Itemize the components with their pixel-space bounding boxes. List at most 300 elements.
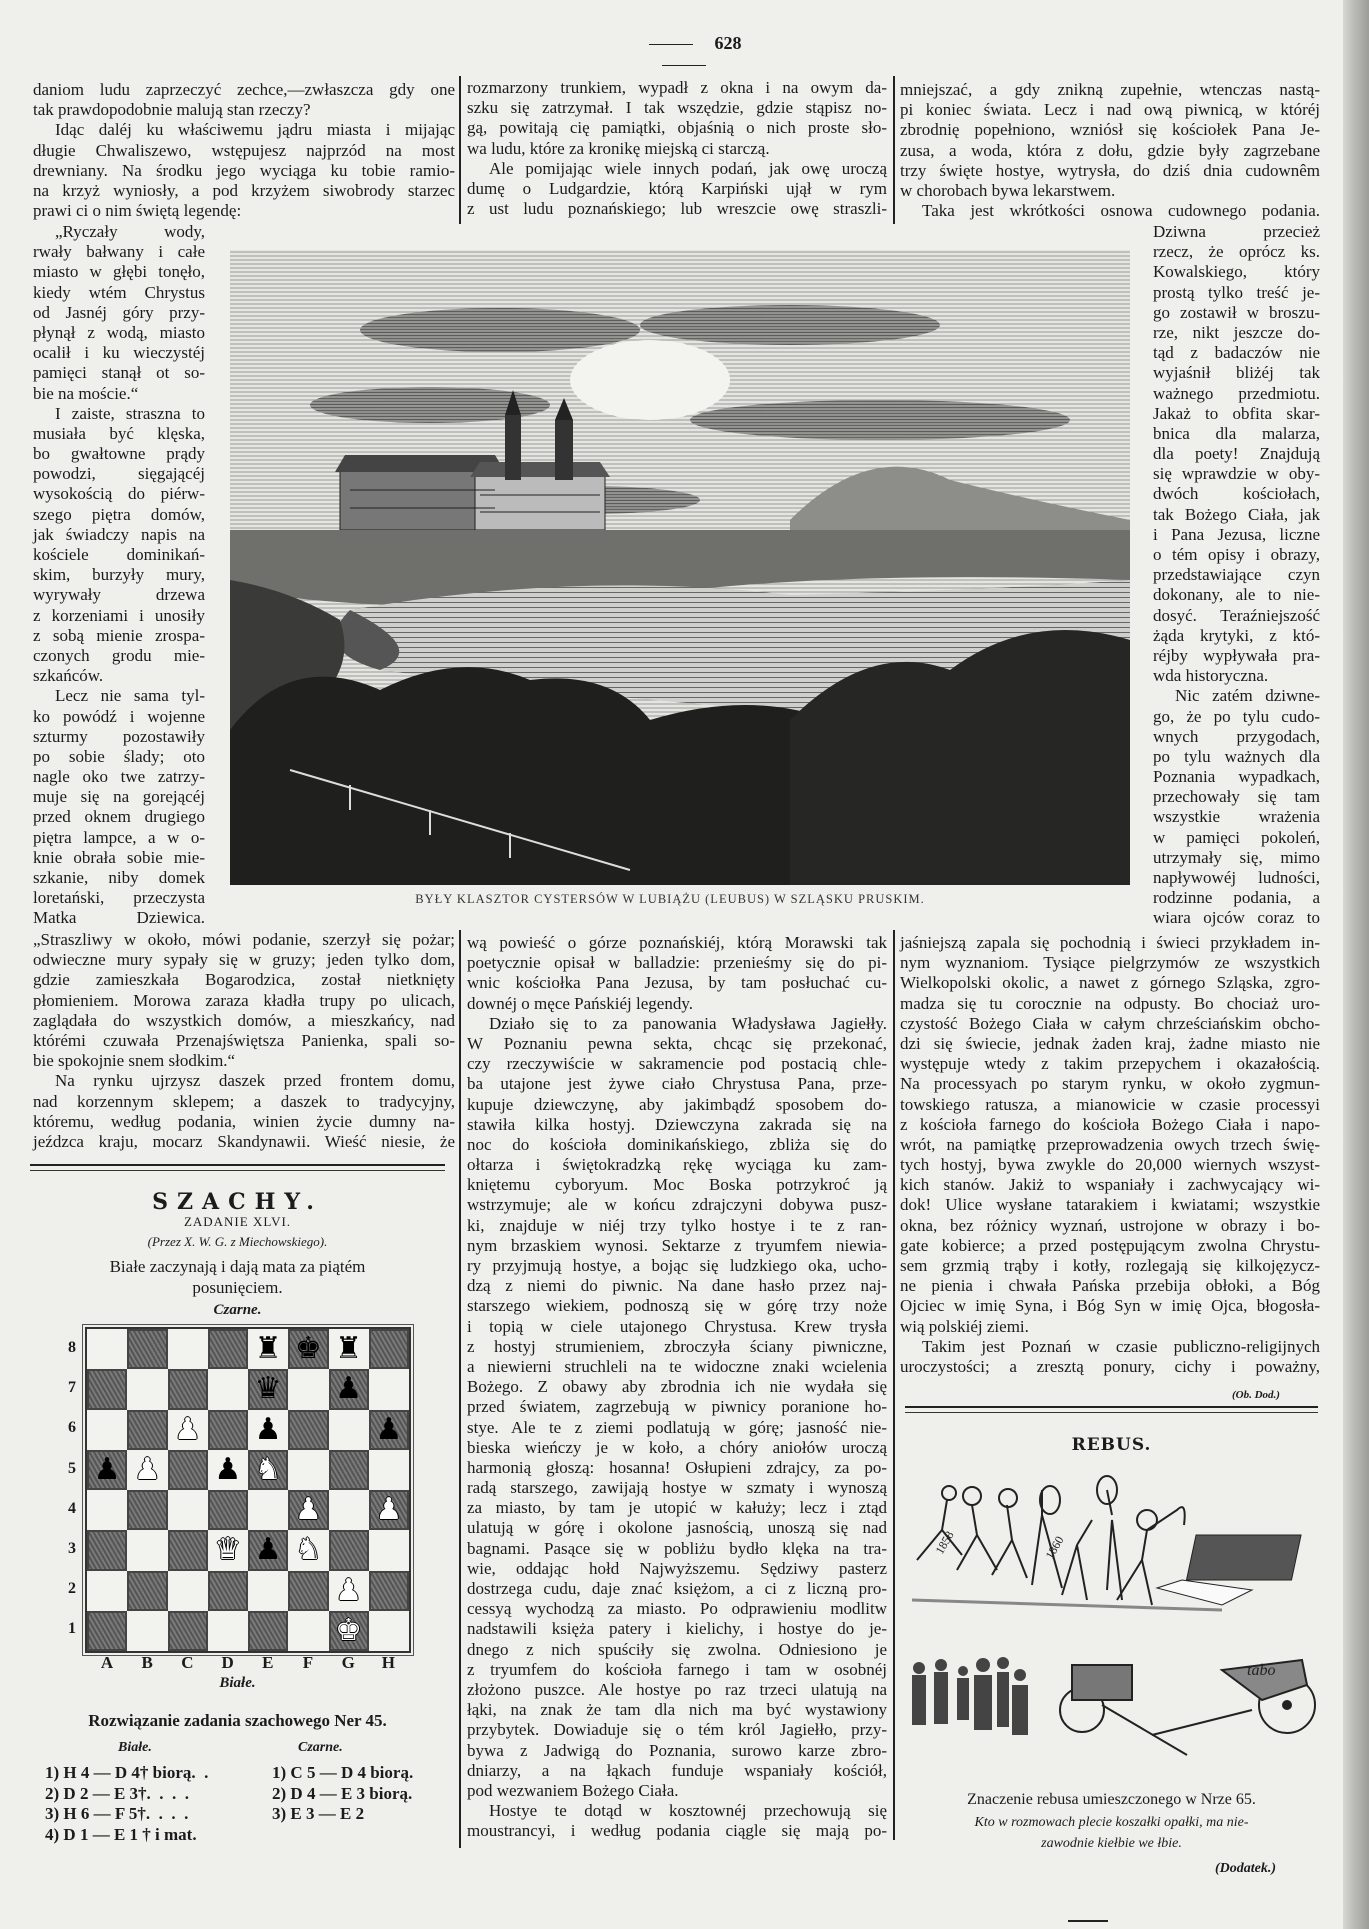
text-line: z tryumfem do kościoła farnego i tam w osobnéj [467,1659,887,1679]
text-line: kniętemu cyboryum. Moc Boska potrzykroć ją [467,1175,887,1195]
text-line: moustrancyi, i według podania ciągle się mają po- [467,1821,887,1841]
engraving-illustration [230,250,1130,885]
text-line: na krzyż wyniosły, a pod krzyżem siwobrody starzec [33,180,455,200]
square-a7 [87,1369,127,1409]
text-line: rozmarzony trunkiem, wypadł z okna i na owym da- [467,78,887,97]
text-line: okna, bez różnicy wyznań, ustrojone w obrazy i bo- [900,1215,1320,1235]
square-d7 [208,1369,248,1409]
text-line: którémi czuwała Przenajświętsza Panienka, spali so- [33,1030,455,1050]
page-number-text: 628 [714,33,742,53]
left-column-bottom-text [33,930,455,1152]
file-label: H [381,1653,395,1672]
svg-text:1858: 1858 [932,1528,957,1557]
chess-instruction-2: posunięciem. [192,1278,283,1297]
square-f5 [288,1450,328,1490]
right-column-bottom-text [900,933,1320,1377]
column-divider [893,76,895,224]
square-c5 [168,1450,208,1490]
chess-problem-author: (Przez X. W. G. z Miechowskiego). [147,1234,328,1249]
solution-white-header: Białe. [118,1740,152,1755]
square-f8 [288,1329,328,1369]
text-line: ba utajone jest żywe ciało Chrystusa Pana, prze- [467,1074,887,1094]
text-line: nym wyznaniom. Tysiące pielgrzymów ze wszystkich [900,953,1320,973]
square-g4 [329,1490,369,1530]
text-line: bieska wieńczy je w koło, a chóry aniołów uroczą [467,1437,887,1457]
text-line: „Ryczały wody, [55,222,205,241]
text-line: muje się na gorejącéj [33,787,205,807]
cloud-highlight [570,340,730,420]
text-line: go zostawił w broszu- [1153,302,1320,322]
text-line: musiała być klęska, [33,423,205,443]
black-pawn-icon: ♟ [254,1411,282,1447]
text-line: wyrywały drzewa [33,585,205,605]
solution-move: 1) C 5 — D 4 biorą. [272,1763,414,1782]
rebus-answer-title: Znaczenie rebusa umieszczonego w Nrze 65. [967,1791,1256,1808]
square-h8 [369,1329,409,1369]
text-line: jeźdzca kraju, mocarz Skandynawii. Wieść niesie, że [33,1131,455,1151]
text-line: przedstawiające czyn [1153,565,1320,585]
black-pawn-icon: ♟ [254,1532,282,1568]
text-line: ki, znajduje w niéj trzy tylko hostye i te z ran- [467,1215,887,1235]
black-pawn-icon: ♟ [214,1451,242,1487]
text-line: Bożego. Z obawy aby zbrodnia ich nie wydała się [467,1377,887,1397]
rank-label: 7 [68,1379,76,1397]
solution-move: 1) H 4 — D 4† biorą. . [45,1763,209,1782]
text-line: mniejszać, a gdy znikną zupełnie, wtenczas nastą- [900,80,1320,99]
square-h4 [369,1490,409,1530]
text-line: dokonany, ale to nie- [1153,585,1320,605]
text-line: prostą tylko treść je- [1153,282,1320,302]
text-line: wstrzymuje; ale w końcu zdrajczyni dobywa pusz- [467,1195,887,1215]
white-pawn-icon: ♟ [335,1572,363,1608]
divider [662,65,706,66]
square-e8 [248,1329,288,1369]
square-d4 [208,1490,248,1530]
file-label: G [341,1653,355,1672]
square-g6 [329,1410,369,1450]
square-c8 [168,1329,208,1369]
section-rule [905,1406,1318,1413]
white-pawn-icon: ♟ [133,1451,161,1487]
continuation-note: (Ob. Dod.) [1232,1389,1280,1401]
square-c1 [168,1611,208,1651]
square-g1 [329,1611,369,1651]
text-line: madza się tu corocznie na odpusty. Bo chociaż uro- [900,993,1320,1013]
square-a8 [87,1329,127,1369]
text-line: Poznania wypadkach, [1153,767,1320,787]
text-line: i topią w ciele utajonego Chrystusa. Krew trysła [467,1316,887,1336]
square-b2 [127,1571,167,1611]
svg-text:1860: 1860 [1042,1533,1067,1562]
text-line: pi koniec świata. Lecz i nad ową piwnicą, w któréj [900,100,1320,120]
text-line: Lecz nie sama tyl- [55,686,205,706]
text-line: kiedy wtém Chrystus [33,282,205,302]
text-line: ko powódź i wojenne [33,706,205,726]
rebus-title: REBUS. [1071,1435,1152,1455]
square-b7 [127,1369,167,1409]
right-column-narrow-text [1153,222,1320,929]
black-pawn-icon: ♟ [375,1411,403,1447]
square-c6 [168,1410,208,1450]
text-line: Taka jest wkrótkości osnowa cudownego podania. [922,201,1320,221]
left-column-narrow-text [33,222,205,929]
square-c2 [168,1571,208,1611]
middle-column-bottom-text [467,933,887,1841]
chess-title: SZACHY. [152,1189,323,1215]
black-king-icon: ♚ [294,1331,322,1367]
text-line: zbrodnię popełniono, wzniósł się kościołek Pana Je- [900,120,1320,140]
text-line: poetycznie opisał w balladzie: przenieśmy się do pi- [467,953,887,973]
text-line: rwały bałwany i całe [33,242,205,262]
text-line: go, że po tylu cudo- [1153,706,1320,726]
text-line: rodzinne podania, a [1153,888,1320,908]
solution-move: 3) E 3 — E 2 [272,1804,365,1823]
white-knight-icon: ♞ [294,1532,322,1568]
text-line: Hostye te dotąd w kosztownéj przechowują się [489,1801,887,1821]
text-line: dok! Ulice wysłane tatarakiem i kwiatami; wszystkie [900,1195,1320,1215]
left-column-top-text [33,80,455,221]
rank-label: 5 [68,1459,76,1477]
adjacent-page-edge [1343,0,1369,1929]
crowd [912,1657,1028,1735]
column-divider [893,930,895,1840]
text-line: Jakaż to obfita skar- [1153,403,1320,423]
square-d8 [208,1329,248,1369]
square-e3 [248,1530,288,1570]
divider [649,44,693,45]
rebus-source: (Dodatek.) [1215,1861,1277,1876]
text-line: ne pienia i chwała Pańska przebija obłoki, a Bóg [900,1276,1320,1296]
text-line: wnic kościołka Pana Jezusa, by tam posłuchać cu- [467,973,887,993]
text-line: napływowéj ludności, [1153,868,1320,887]
square-f4 [288,1490,328,1530]
text-line: bo gwałtowne prądy [33,444,205,464]
box [1186,1535,1301,1580]
text-line: Na rynku ujrzysz daszek przed frontem domu, [55,1071,455,1091]
file-label: D [221,1653,234,1672]
white-king-icon: ♚ [335,1612,363,1648]
text-line: kupuje dziewczynę, aby jakimbądź sposobem do- [467,1094,887,1114]
rebus-illustration [902,1460,1322,1765]
text-line: zaglądała do wszystkich domów, a mieszkańcy, nad [33,1010,455,1030]
text-line: zusa, a woda, która z dołu, gdzie były zagrzebane [900,140,1320,160]
text-line: przed światem, zagrzebują w piwnicy poranione ho- [467,1397,887,1417]
text-line: sem grzmią trąby i kotły, rozlegają się kilkojęzycz- [900,1256,1320,1275]
white-pawn-icon: ♟ [174,1411,202,1447]
black-rook-icon: ♜ [254,1331,282,1367]
text-line: downéj o męce Pańskiéj legendy. [467,993,693,1013]
text-line: miasto w głębi tonęło, [33,262,205,282]
solution-black-header: Czarne. [298,1740,343,1755]
square-f6 [288,1410,328,1450]
text-line: płynął z wodą, miasto [33,322,205,342]
black-pawn-icon: ♟ [335,1371,363,1407]
text-line: wą powieść o górze poznańskiéj, którą Morawski tak [467,933,887,952]
text-line: loretański, przeczysta [33,888,205,908]
text-line: a niewierni struchleli na te widoczne znaki wcielenia [467,1356,887,1376]
square-h6 [369,1410,409,1450]
text-line: któremu, według podania, winien życie dumny na- [33,1111,455,1131]
square-b5 [127,1450,167,1490]
text-line: czystość Bożego Ciała w całym chrześciańskim obcho- [900,1013,1320,1033]
square-b6 [127,1410,167,1450]
chess-instruction: Białe zaczynają i dają mata za piątém [109,1257,366,1276]
text-line: od Jasnéj góry przy- [33,302,205,322]
text-line: dnego z nich spuściły się zwolna. Odniesiono je [467,1639,887,1659]
text-line: gate kobierce; a przed postępującym zwolna Chrystu- [900,1235,1320,1255]
text-line: gdzie zamieszkała Bogarodzica, został nietknięty [33,970,455,990]
column-divider [459,76,461,224]
rank-label: 6 [68,1419,76,1437]
square-h1 [369,1611,409,1651]
text-line: dzi się świecie, jednak żaden kraj, żadne miasto nie [900,1033,1320,1053]
square-b3 [127,1530,167,1570]
white-knight-icon: ♞ [254,1451,282,1487]
square-a4 [87,1490,127,1530]
text-line: nagle oko twe zatrzy- [33,767,205,787]
text-line: za miasto, by tam je utopić w kałuży; lecz i ztąd [467,1498,887,1518]
square-g2 [329,1571,369,1611]
carts [1060,1660,1315,1755]
file-label: F [302,1653,314,1672]
square-b8 [127,1329,167,1369]
square-c7 [168,1369,208,1409]
white-queen-icon: ♛ [214,1532,242,1568]
solution-move: 2) D 2 — E 3†. . . . [45,1783,190,1803]
text-line: „Straszliwy w około, mówi podanie, szerzył się pożar; [33,930,455,949]
square-f7 [288,1369,328,1409]
text-line: wnych przygodach, [1153,726,1320,746]
text-line: i Pana Jezusa, liczne [1153,524,1320,544]
square-e5 [248,1450,288,1490]
square-h2 [369,1571,409,1611]
square-c4 [168,1490,208,1530]
text-line: Idąc daléj ku właściwemu jądru miasta i mijając [55,120,455,140]
text-line: ważnego przedmiotu. [1153,383,1320,403]
text-line: bnica dla malarza, [1153,423,1320,443]
text-line: tąd z badaczów nie [1153,343,1320,363]
text-line: kich stanów. Jakiż to wspaniały i zachwycający wi- [900,1175,1320,1195]
solution-move: 3) H 6 — F 5†. . . . [45,1804,189,1823]
text-line: szkanie, niby domek [33,868,205,887]
file-label: B [141,1653,153,1672]
text-line: ry przyjmują hostye, a bojąc się ludzkiego oka, ucho- [467,1256,887,1275]
text-line: gą, powitają cię pamiątki, objaśnią o nich proste sło- [467,118,887,138]
square-f3 [288,1530,328,1570]
text-line: Nic zatém dziwne- [1175,686,1320,706]
text-line: prawi ci o nim świętą legendę: [33,201,242,221]
rebus-answer-line-1: Kto w rozmowach plecie koszałki opałki, ma nie- [974,1815,1249,1830]
text-line: z kościoła farnego do kościoła Bożego Ciała i napo- [900,1114,1320,1134]
text-line: W Poznaniu pewna sekta, chcąc się przekonać, [467,1033,887,1053]
text-line: wda historyczna. [1153,666,1269,686]
text-line: Kowalskiego, który [1153,262,1320,282]
text-line: wysokością do piérw- [33,484,205,504]
text-line: harmonią głoszą: hosanna! Osłupieni zdrajcy, za po- [467,1457,887,1477]
text-line: kościele dominikań- [33,545,205,564]
text-line: Ojciec w imię Syna, i Bóg Syn w imię Ojca, błogosła- [900,1296,1320,1316]
text-line: noc do kościoła dominikańskiego, zbliża się do [467,1134,887,1154]
text-line: stye. Ale te z ziemi podlatują w górę; jasność nie- [467,1417,887,1437]
white-side-label: Białe. [219,1675,256,1691]
text-line: po sobie ślady; oto [33,746,205,766]
text-line: starszego wiekiem, podnoszą się w górę trzy noże [467,1296,887,1316]
square-a1 [87,1611,127,1651]
text-line: długie Chwaliszewo, wstępujesz najprzód na most [33,140,455,160]
text-line: żąda krytyki, z któ- [1153,625,1320,645]
text-line: knie obrała sobie mie- [33,847,205,867]
text-line: płomieniem. Morowa zaraza kładła trupy po ulicach, [33,990,455,1010]
text-line: wrót, na pamiątkę przeprowadzenia owych trzech świę- [900,1134,1320,1154]
text-line: powodzi, sięgającéj [33,464,205,484]
text-line: ulatują w górę i okolone jasnością, unoszą się nad [467,1518,887,1538]
text-line: po tylu ważnych dla [1153,746,1320,766]
solution-move: 4) D 1 — E 1 † i mat. [45,1824,197,1844]
text-line: szego piętra domów, [33,504,205,524]
square-g7 [329,1369,369,1409]
rank-label: 3 [68,1540,76,1557]
text-line: jak świadczy napis na [33,524,205,544]
white-pawn-icon: ♟ [375,1492,403,1528]
text-line: wią polskiéj ziemi. [900,1316,1029,1336]
text-line: dostrzega cudu, daje znać księżom, a ci z liczną pro- [467,1579,887,1598]
file-label: C [181,1653,194,1672]
text-line: drewniany. Na środku jego wyciąga ku tobie ramio- [33,160,455,180]
square-h3 [369,1530,409,1570]
square-g8 [329,1329,369,1369]
text-line: nym brzaskiem wynosi. Sektarze z tryumfem niewia- [467,1235,887,1255]
chess-problem-number: ZADANIE XLVI. [183,1214,292,1229]
text-line: tak Bożego Ciała, jak [1153,504,1320,524]
square-d6 [208,1410,248,1450]
text-line: w pamięci pokoleń, [1153,827,1320,847]
text-line: Ale pomijając wiele innych podań, jak owę uroczą [489,158,887,178]
square-h7 [369,1369,409,1409]
middle-column-top-text [467,78,887,219]
text-line: z hostyj strumieniem, zbroczyła ściany piwniczne, [467,1336,887,1356]
text-line: tych hostyj, bywa zwykle do 20,000 wiernych wszyst- [900,1155,1320,1175]
text-line: dosyć. Teraźniejszość [1153,605,1320,625]
text-line: dwóch kościołach, [1153,484,1320,504]
text-line: Wielkopolski okolic, a nawet z górnego Szląska, zgro- [900,973,1320,993]
chess-board [85,1327,411,1653]
text-line: ocalił i ku wieczystéj [33,343,205,363]
black-side-label: Czarne. [213,1302,262,1318]
text-line: stawiła kilka hostyj. Dziewczyna zakrada się na [467,1114,887,1134]
text-line: I zaiste, straszna to [55,403,205,423]
square-c3 [168,1530,208,1570]
section-rule [30,1164,445,1171]
text-line: rze, nikt jeszcze do- [1153,322,1320,342]
black-queen-icon: ♛ [254,1371,282,1407]
text-line: złożono puszce. Ale hostye po raz trzeci ulatują na [467,1679,887,1699]
text-line: ołtarza i świętokradzką rękę wyciąga ku zam- [467,1155,887,1175]
text-line: czy rzeczywiście w sakramencie pod postacią chle- [467,1054,887,1074]
text-line: szku się zatrzymał. I tak wszędzie, gdzie stąpisz no- [467,98,887,118]
rebus-answer-line-2: zawodnie kiełbie we łbie. [1041,1836,1182,1851]
column-divider [459,930,461,1848]
text-line: szkańców. [33,666,104,686]
square-d1 [208,1611,248,1651]
text-line: łąki, na znak że tam dla nich ma być wystawiony [467,1700,887,1720]
text-line: Takim jest Poznań w czasie publiczno-religijnych [922,1336,1320,1356]
rank-label: 2 [68,1580,76,1598]
square-h5 [369,1450,409,1490]
text-line: przed oknem drugiego [33,807,205,827]
text-line: czonych grodu mie- [33,645,205,665]
text-line: z korzeniami i unosiły [33,605,205,625]
text-line: skim, burzyły mury, [33,565,205,585]
square-a3 [87,1530,127,1570]
black-pawn-icon: ♟ [93,1451,121,1487]
text-line: nad korzennym sklepem; a daszek to tradycyjny, [33,1091,455,1111]
solution-move: 2) D 4 — E 3 biorą. [272,1783,413,1803]
text-line: trzy święte hostye, wytrysła, do dziś dnia cudownêm [900,160,1320,180]
square-g3 [329,1530,369,1570]
text-line: rzecz, że oprócz ks. [1153,242,1320,262]
text-line: o tém opisy i obrazy, [1153,545,1320,564]
text-line: dniarzy, a na łąkach funduje wspaniały kościół, [467,1760,887,1780]
text-line: radą starszego, zawijają hostye w szmaty i wynoszą [467,1478,887,1498]
right-column-top-text [900,80,1320,221]
square-f2 [288,1571,328,1611]
square-e2 [248,1571,288,1611]
text-line: z ust ludu poznańskiego; lub wreszcie owę straszli- [467,199,887,219]
text-line: dumę o Ludgardzie, którą Karpiński ujął w rym [467,178,887,198]
text-line: przybytek. Dowiaduje się o tém król Jagiełło, przy- [467,1720,887,1740]
solution-title: Rozwiązanie zadania szachowego Ner 45. [88,1711,387,1730]
text-line: réjby wypływała pra- [1153,645,1320,665]
text-line: cessyą wychodzą za miasto. Po odprawieniu modlitw [467,1599,887,1619]
square-a5 [87,1450,127,1490]
square-d5 [208,1450,248,1490]
text-line: bie na moście.“ [33,383,139,403]
text-line: w chorobach bywa lekarstwem. [900,180,1116,200]
text-line: Działo się to za panowania Władysława Jagiełły. [489,1013,887,1033]
file-label: A [100,1653,114,1672]
text-line: dzą z niemi do piwnic. Na dane hasło przez naj- [467,1276,887,1296]
text-line: bie spokojnie snem słodkim.“ [33,1051,236,1071]
text-line: wszystkie wrażenia [1153,807,1320,827]
text-line: Dziwna przecież [1153,222,1320,241]
white-pawn-icon: ♟ [294,1492,322,1528]
square-d2 [208,1571,248,1611]
text-line: bagnami. Pasące się w pobliżu bydło klęka na tra- [467,1538,887,1558]
text-line: odwieczne mury sypały się w gruzy; jeden tylko dom, [33,950,455,970]
rank-label: 1 [68,1620,76,1638]
square-b4 [127,1490,167,1530]
page-number [584,33,784,75]
text-line: dla poety! Znajdują [1153,444,1320,464]
illustration-caption: BYŁY KLASZTOR CYSTERSÓW W LUBIĄŻU (LEUBUS) W SZLĄSKU PRUSKIM. [415,892,925,906]
text-line: pod wezwaniem Bożego Ciała. [467,1780,679,1800]
text-line: wiara ojców coraz to [1153,908,1320,928]
text-line: występuje wtedy z takim przepychem i okazałością. [900,1054,1320,1074]
text-line: towskiego ratusza, a mianowicie w czasie processyi [900,1094,1320,1114]
text-line: z sobą mienie zrospa- [33,625,205,645]
end-rule [1068,1920,1108,1922]
card [1157,1580,1252,1605]
square-b1 [127,1611,167,1651]
text-line: wie, oddając hołd Najwyższemu. Sędziwy pasterz [467,1558,887,1578]
square-e4 [248,1490,288,1530]
text-line: wa ludu, które za kronikę miejską ci starczą. [467,138,770,158]
text-line: nadstawili księża patery i kielichy, i hostye do je- [467,1619,887,1639]
svg-text:tabo: tabo [1247,1662,1276,1679]
text-line: utrzymały się, mimo [1153,847,1320,867]
text-line: Matka Dziewica. [33,908,205,928]
text-line: Na processyach po starym rynku, w około zygmun- [900,1074,1320,1094]
